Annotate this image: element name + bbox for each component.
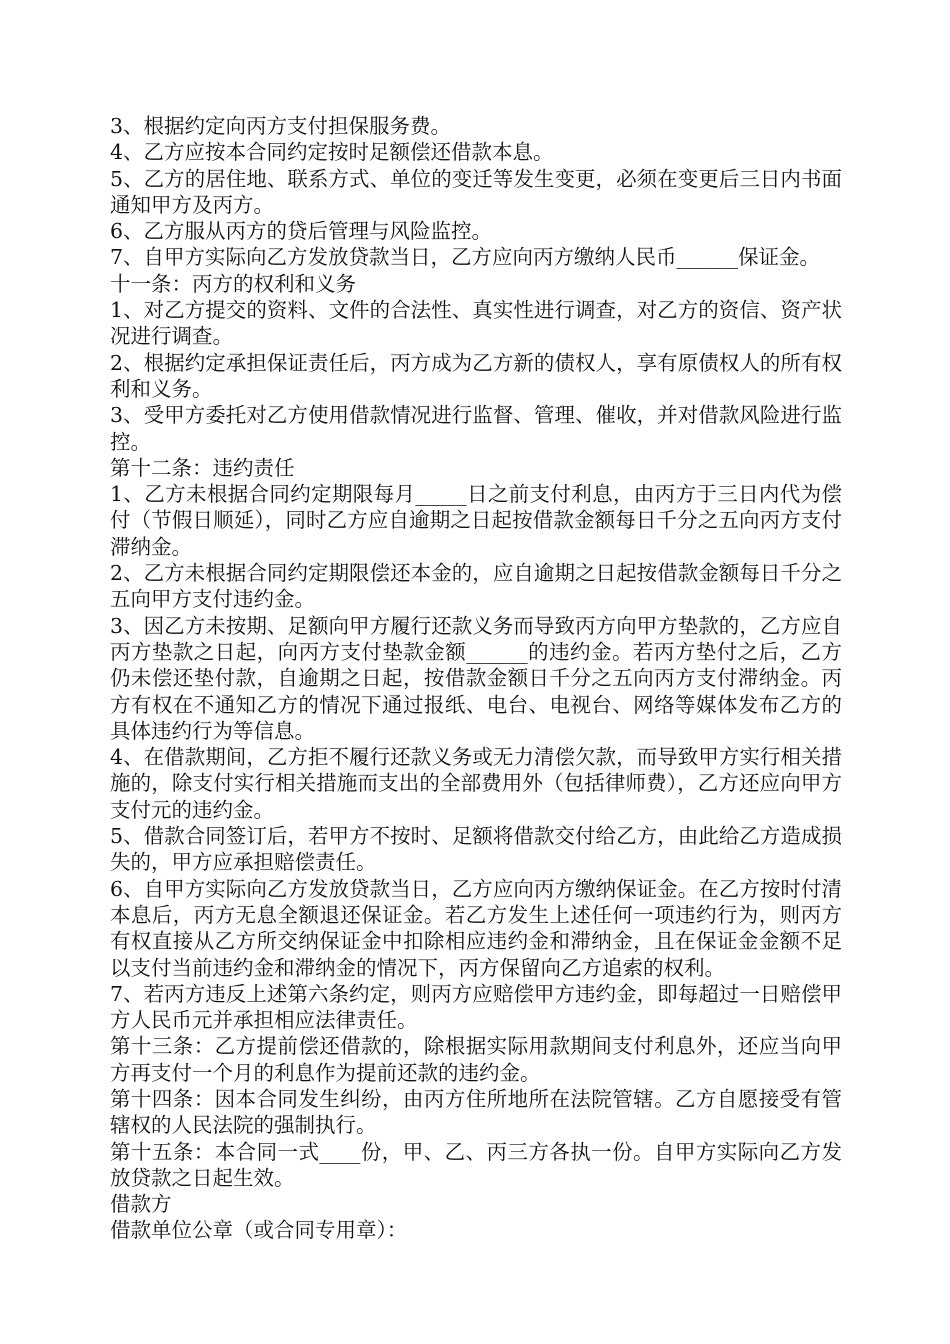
article-11-clause-3: 3、受甲方委托对乙方使用借款情况进行监督、管理、催收，并对借款风险进行监控。 (110, 403, 842, 454)
article-12-clause-6: 6、自甲方实际向乙方发放贷款当日，乙方应向丙方缴纳保证金。在乙方按时付清本息后，丙方无息全额退还保证金。若乙方发生上述任何一项违约行为，则丙方有权直接从乙方所交纳保证金中扣除相应违约金和滞纳金，且在保证金金额不足以支付当前违约金和滞纳金的情况下，丙方保留向乙方追索的权利。 (110, 876, 842, 980)
article-12-clause-7: 7、若丙方违反上述第六条约定，则丙方应赔偿甲方违约金，即每超过一日赔偿甲方人民币元并承担相应法律责任。 (110, 981, 842, 1033)
article-12-clause-1: 1、乙方未根据合同约定期限每月_____日之前支付利息，由丙方于三日内代为偿付（节假日顺延），同时乙方应自逾期之日起按借款金额每日千分之五向丙方支付滞纳金。 (110, 482, 842, 559)
section-heading-article-12: 第十二条：违约责任 (110, 455, 295, 480)
clause-5-change-notice: 5、乙方的居住地、联系方式、单位的变迁等发生变更，必须在变更后三日内书面通知甲方及丙方。 (110, 166, 842, 217)
article-15: 第十五条：本合同一式____份，甲、乙、丙三方各执一份。自甲方实际向乙方发放贷款之日起生效。 (110, 1139, 842, 1190)
borrower-label: 借款方 (110, 1192, 172, 1217)
article-12-clause-4: 4、在借款期间，乙方拒不履行还款义务或无力清偿欠款，而导致甲方实行相关措施的，除支付实行相关措施而支出的全部费用外（包括律师费），乙方还应向甲方支付元的违约金。 (110, 745, 842, 822)
article-11-clause-1: 1、对乙方提交的资料、文件的合法性、真实性进行调查，对乙方的资信、资产状况进行调查。 (110, 298, 842, 349)
article-14: 第十四条：因本合同发生纠纷，由丙方住所地所在法院管辖。乙方自愿接受有管辖权的人民法院的强制执行。 (110, 1086, 842, 1138)
article-11-clause-2: 2、根据约定承担保证责任后，丙方成为乙方新的债权人，享有原债权人的所有权利和义务。 (110, 350, 842, 401)
article-12-clause-5: 5、借款合同签订后，若甲方不按时、足额将借款交付给乙方，由此给乙方造成损失的，甲方应承担赔偿责任。 (110, 824, 842, 875)
clause-6-post-loan-management: 6、乙方服从丙方的贷后管理与风险监控。 (110, 219, 493, 244)
clause-3-guarantee-fee: 3、根据约定向丙方支付担保服务费。 (110, 114, 452, 138)
article-12-clause-3: 3、因乙方未按期、足额向甲方履行还款义务而导致丙方向甲方垫款的，乙方应自丙方垫款之日起，向丙方支付垫款金额______的违约金。若丙方垫付之后，乙方仍未偿还垫付款，自逾期之日起，按借款金额日千分之五向丙方支付滞纳金。丙方有权在不通知乙方的情况下通过报纸、电台、电视台、网络等媒体发布乙方的具体违约行为等信息。 (110, 613, 842, 743)
document-body (110, 113, 842, 1244)
clause-7-deposit: 7、自甲方实际向乙方发放贷款当日，乙方应向丙方缴纳人民币______保证金。 (110, 245, 821, 270)
clause-4-repayment: 4、乙方应按本合同约定按时足额偿还借款本息。 (110, 140, 554, 165)
article-12-clause-2: 2、乙方未根据合同约定期限偿还本金的，应自逾期之日起按借款金额每日千分之五向甲方支付违约金。 (110, 561, 842, 612)
section-heading-article-11: 十一条：丙方的权利和义务 (110, 271, 356, 296)
borrower-seal-label: 借款单位公章（或合同专用章）： (110, 1218, 408, 1243)
article-13: 第十三条：乙方提前偿还借款的，除根据实际用款期间支付利息外，还应当向甲方再支付一个月的利息作为提前还款的违约金。 (110, 1034, 842, 1085)
